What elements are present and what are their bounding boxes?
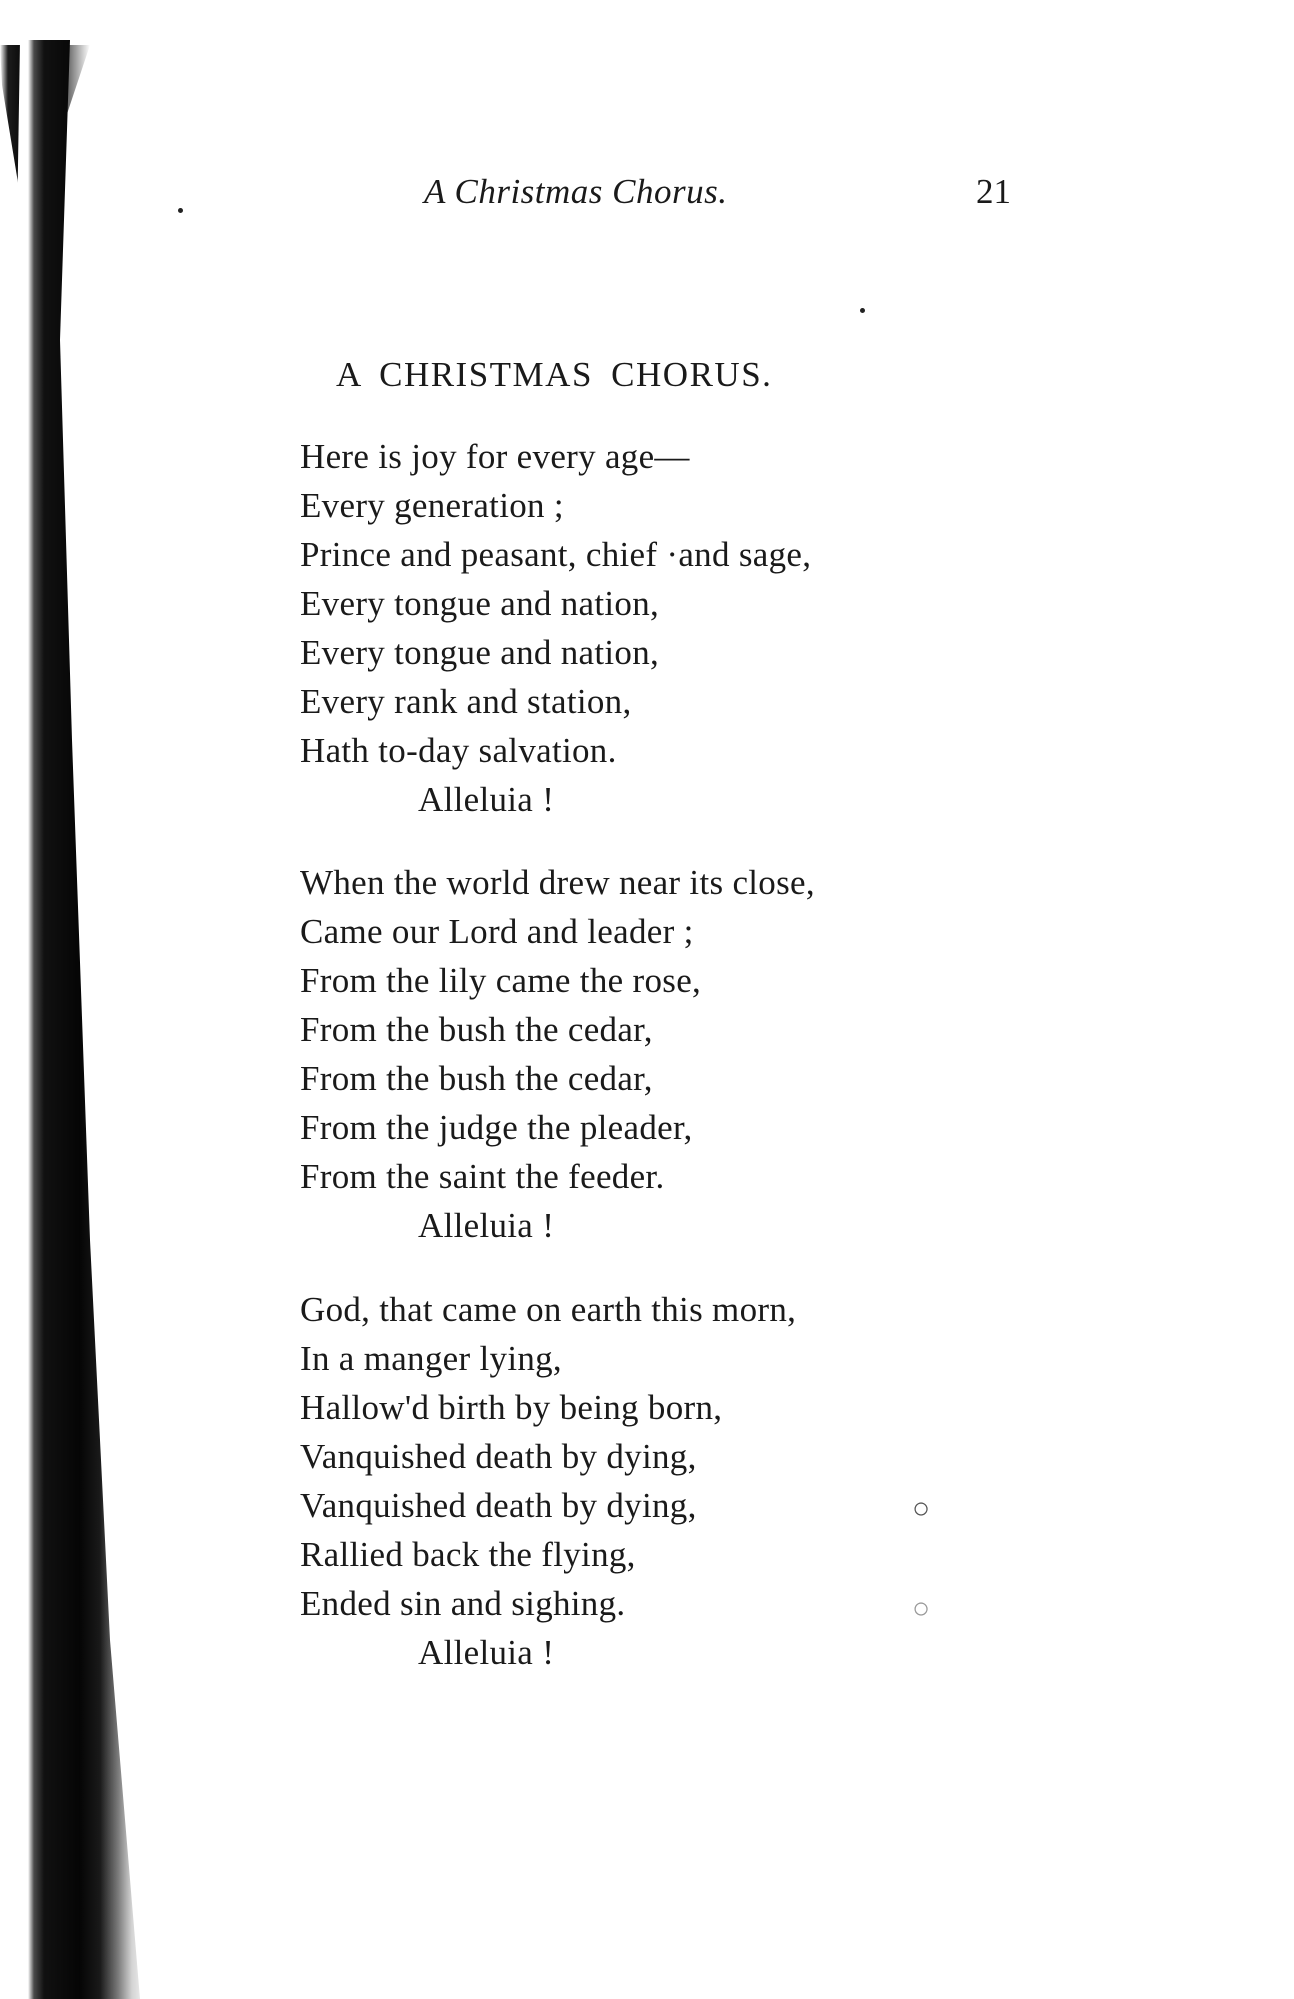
page-binding-shadow	[0, 40, 150, 1999]
poem-line: Rallied back the flying,	[300, 1535, 636, 1574]
poem-line: From the judge the pleader,	[300, 1108, 693, 1147]
poem-line: Came our Lord and leader ;	[300, 912, 694, 951]
ink-speck	[178, 208, 183, 213]
stanza-3	[300, 1285, 796, 1677]
running-head-title: A Christmas Chorus.	[424, 172, 728, 211]
poem-line: When the world drew near its close,	[300, 863, 815, 902]
poem-line: Every tongue and nation,	[300, 584, 660, 623]
margin-mark: ○	[912, 1492, 931, 1525]
poem-line: Every generation ;	[300, 486, 564, 525]
poem-line: In a manger lying,	[300, 1339, 562, 1378]
poem-line: From the saint the feeder.	[300, 1157, 665, 1196]
poem-line: Ended sin and sighing.	[300, 1584, 626, 1623]
poem-line: From the bush the cedar,	[300, 1059, 653, 1098]
stanza-2	[300, 858, 815, 1250]
poem-line: Prince and peasant, chief ·and sage,	[300, 535, 812, 574]
refrain-line: Alleluia !	[418, 1633, 555, 1672]
poem-line: Vanquished death by dying,	[300, 1486, 697, 1525]
poem-line: God, that came on earth this morn,	[300, 1290, 797, 1329]
ink-speck	[860, 308, 865, 313]
page-number: 21	[976, 172, 1011, 211]
refrain-line: Alleluia !	[418, 1206, 555, 1245]
poem-line: Hallow'd birth by being born,	[300, 1388, 723, 1427]
stanza-1	[300, 432, 811, 824]
poem-line: From the bush the cedar,	[300, 1010, 653, 1049]
poem-line: Hath to-day salvation.	[300, 731, 617, 770]
poem-line: Here is joy for every age—	[300, 437, 690, 476]
poem-line: From the lily came the rose,	[300, 961, 702, 1000]
margin-mark: ○	[912, 1592, 931, 1625]
refrain-line: Alleluia !	[418, 780, 555, 819]
poem-line: Vanquished death by dying,	[300, 1437, 697, 1476]
poem-line: Every tongue and nation,	[300, 633, 660, 672]
poem-line: Every rank and station,	[300, 682, 632, 721]
poem-title: A CHRISTMAS CHORUS.	[336, 355, 773, 394]
